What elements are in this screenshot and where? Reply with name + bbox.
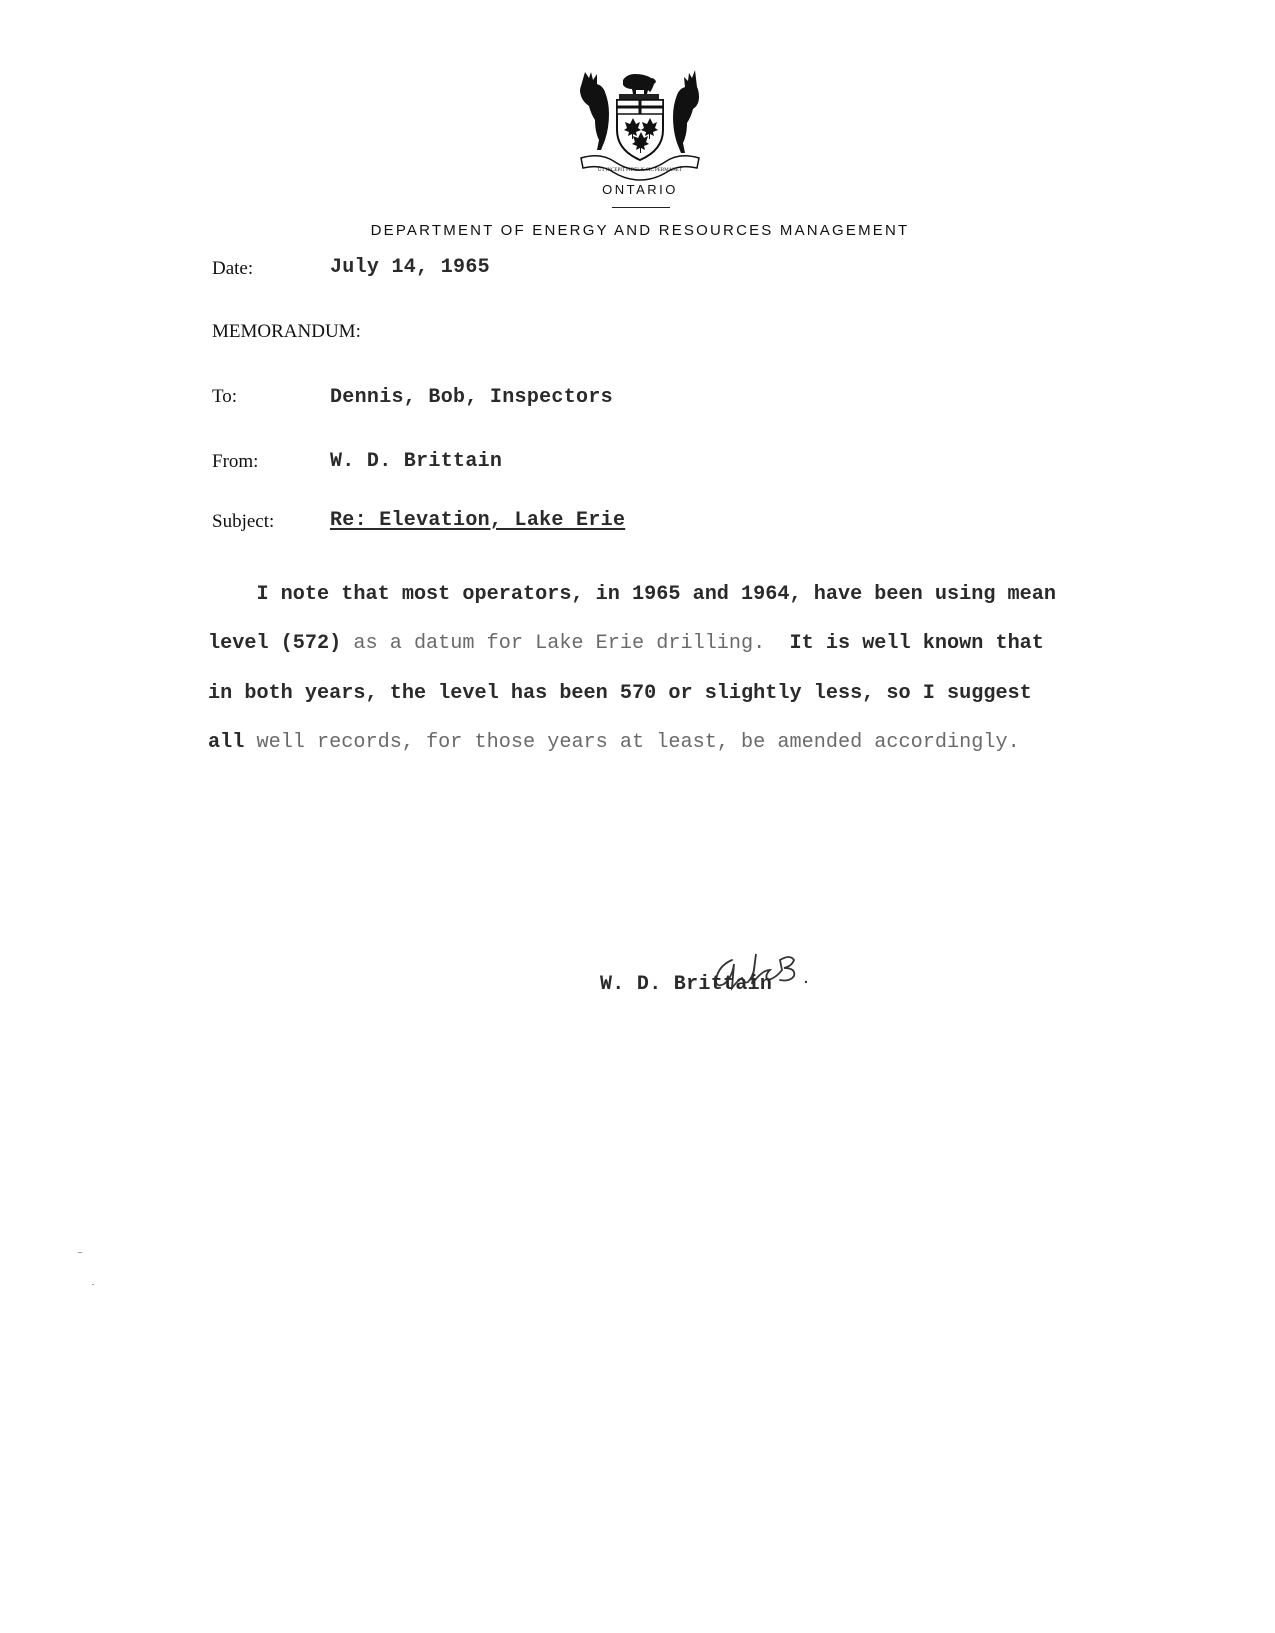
letterhead-province: ONTARIO	[602, 182, 678, 197]
scan-speck	[78, 1252, 82, 1253]
from-value: W. D. Brittain	[330, 450, 503, 473]
memorandum-label: MEMORANDUM:	[212, 321, 361, 342]
date-value: July 14, 1965	[330, 256, 490, 279]
body-line-1: I note that most operators, in 1965 and 1964, have been using mean	[208, 583, 1057, 606]
body-line-2-part-c: It is well known that	[765, 632, 1044, 655]
letterhead-divider	[612, 207, 670, 208]
to-value: Dennis, Bob, Inspectors	[330, 386, 613, 409]
body-line-4-part-a: all	[208, 731, 257, 754]
body-line-2	[208, 632, 1044, 655]
signature-typed-name: W. D. Brittain	[600, 973, 773, 996]
body-line-3: in both years, the level has been 570 or slightly less, so I suggest	[208, 682, 1032, 705]
to-label: To:	[212, 386, 238, 407]
ontario-coat-of-arms	[575, 66, 705, 181]
letterhead-department: DEPARTMENT OF ENERGY AND RESOURCES MANAGEMENT	[370, 222, 910, 239]
crest-motto: UT INCEPIT FIDELIS SIC PERMANET	[598, 168, 682, 173]
body-line-4-part-b: well records, for those years at least, be amended accordingly.	[256, 731, 1020, 754]
scan-speck	[92, 1284, 94, 1285]
subject-label: Subject:	[212, 511, 275, 532]
body-line-4	[208, 731, 1020, 754]
date-label: Date:	[212, 258, 254, 279]
body-line-2-part-a: level (572)	[208, 632, 354, 655]
subject-value: Re: Elevation, Lake Erie	[330, 509, 626, 532]
from-label: From:	[212, 451, 259, 472]
body-line-2-part-b: as a datum for Lake Erie drilling.	[353, 632, 766, 655]
